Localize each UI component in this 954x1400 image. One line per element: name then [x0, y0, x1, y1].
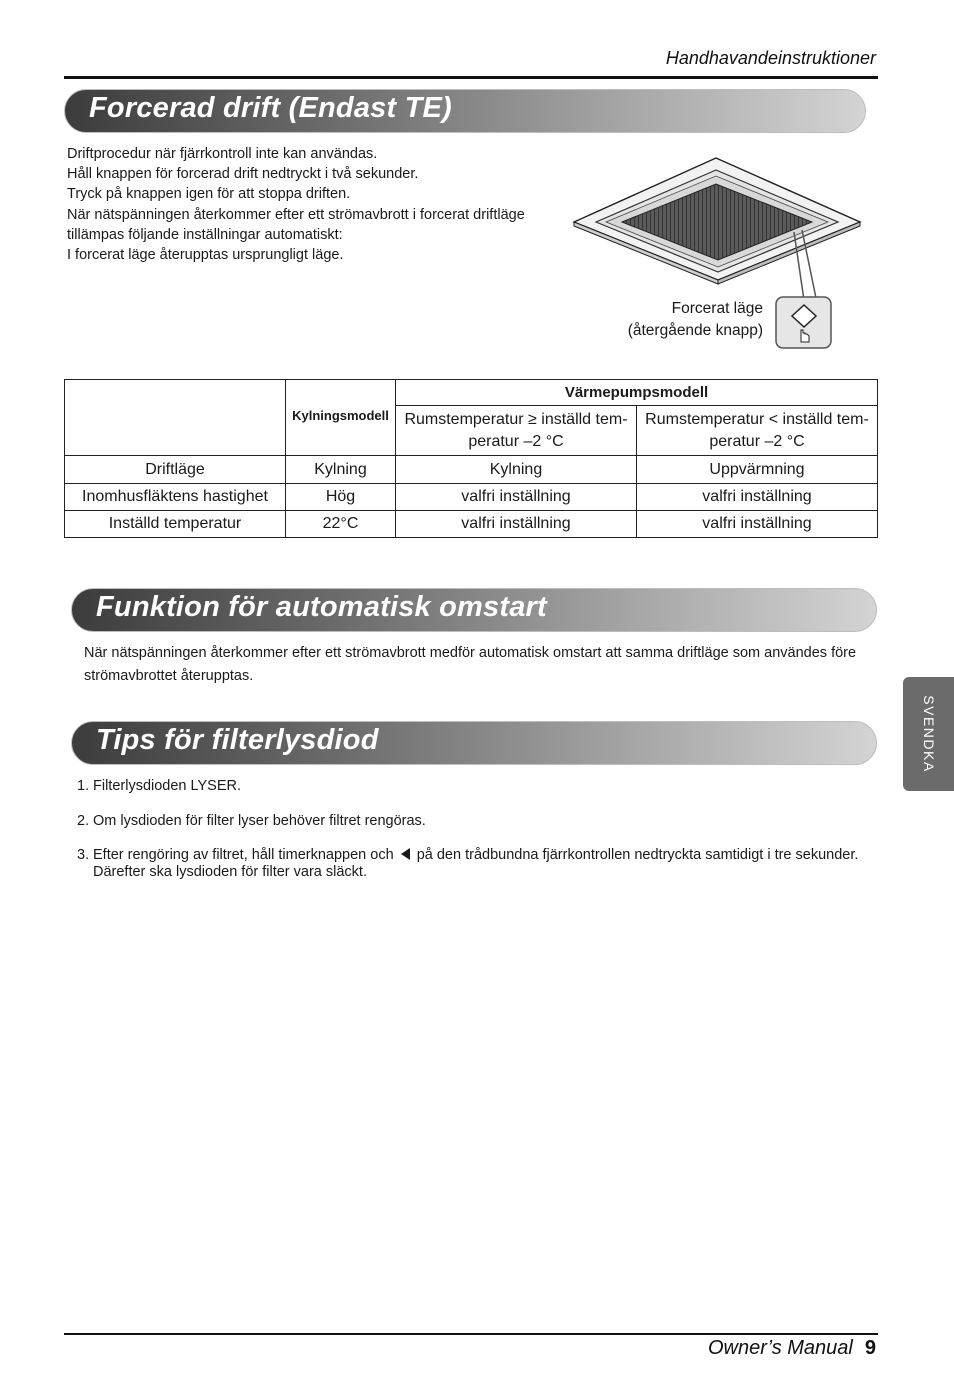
footer-rule — [64, 1333, 878, 1335]
heatpump-a-value: valfri inställning — [396, 511, 637, 538]
section-banner-auto-restart — [71, 588, 877, 632]
caption-line: (återgående knapp) — [627, 322, 763, 339]
item-number: 2. — [77, 813, 90, 829]
heatpump-col-b-header — [637, 406, 878, 456]
page-number: 9 — [864, 1337, 876, 1359]
forced-operation-settings-table — [64, 379, 878, 538]
running-header: Handhavandeinstruktioner — [665, 48, 876, 68]
text-line: tillämpas följande inställningar automatiskt: — [67, 226, 343, 243]
heatpump-b-value: Uppvärmning — [637, 456, 878, 484]
heatpump-model-header: Värmepumpsmodell — [396, 380, 878, 406]
cooling-value: Kylning — [286, 456, 396, 484]
text-line: I forcerat läge återupptas ursprungligt läge. — [67, 247, 344, 264]
list-item — [77, 813, 426, 829]
footer-label: Owner’s Manual — [707, 1337, 853, 1359]
table-header-row — [65, 380, 878, 406]
table-row — [65, 456, 878, 484]
row-label: Inställd temperatur — [65, 511, 286, 538]
header-rule — [64, 76, 878, 79]
header-line: peratur –2 °C — [468, 432, 564, 450]
heatpump-b-value: valfri inställning — [637, 484, 878, 511]
text-line: Driftprocedur när fjärrkontroll inte kan användas. — [67, 146, 378, 162]
section-title: Forcerad drift (Endast TE) — [89, 92, 452, 124]
text-line: Tryck på knappen igen för att stoppa driften. — [67, 186, 351, 203]
language-label: SVENDKA — [920, 695, 937, 773]
left-arrow-icon — [401, 848, 410, 860]
table-corner-cell — [65, 380, 286, 456]
item-number: 3. — [77, 847, 90, 863]
table-row — [65, 484, 878, 511]
page-footer — [708, 1337, 876, 1360]
item-continuation: Därefter ska lysdioden för filter vara släckt. — [93, 864, 367, 880]
list-item — [77, 847, 858, 880]
heatpump-col-a-header — [396, 406, 637, 456]
text-line: När nätspänningen återkommer efter ett strömavbrott i forcerat driftläge — [67, 206, 525, 223]
cooling-model-header: Kylningsmodell — [286, 380, 396, 456]
header-line: Rumstemperatur ≥ inställd tem- — [404, 410, 628, 428]
row-label: Inomhusfläktens hastighet — [65, 484, 286, 511]
caption-line: Forcerat läge — [671, 300, 763, 317]
heatpump-a-value: valfri inställning — [396, 484, 637, 511]
forced-operation-description — [67, 144, 557, 265]
forced-operation-button-icon — [776, 297, 831, 348]
section-banner-filter-led — [71, 721, 877, 765]
cooling-value: Hög — [286, 484, 396, 511]
item-text: Efter rengöring av filtret, håll timerknappen och — [93, 847, 394, 863]
item-text: Filterlysdioden LYSER. — [93, 778, 242, 794]
cooling-value: 22°C — [286, 511, 396, 538]
item-text: på den trådbundna fjärrkontrollen nedtryckta samtidigt i tre sekunder. — [416, 847, 859, 863]
forced-button-caption — [628, 298, 763, 342]
language-side-tab — [903, 677, 954, 791]
auto-restart-description: När nätspänningen återkommer efter ett strömavbrott medför automatisk omstart att samma driftläge som användes före strömavbrottet återupptas. — [84, 645, 857, 684]
row-label: Driftläge — [65, 456, 286, 484]
header-line: peratur –2 °C — [709, 432, 805, 450]
list-item — [77, 778, 241, 794]
heatpump-b-value: valfri inställning — [637, 511, 878, 538]
section-title: Tips för filterlysdiod — [96, 724, 379, 756]
section-title: Funktion för automatisk omstart — [96, 591, 547, 623]
heatpump-a-value: Kylning — [396, 456, 637, 484]
table-row — [65, 511, 878, 538]
item-number: 1. — [77, 778, 90, 794]
section-banner-forced-operation — [64, 89, 866, 133]
item-text: Om lysdioden för filter lyser behöver filtret rengöras. — [93, 813, 426, 829]
header-line: Rumstemperatur < inställd tem- — [645, 410, 869, 428]
text-line: Håll knappen för forcerad drift nedtryckt i två sekunder. — [67, 166, 419, 183]
